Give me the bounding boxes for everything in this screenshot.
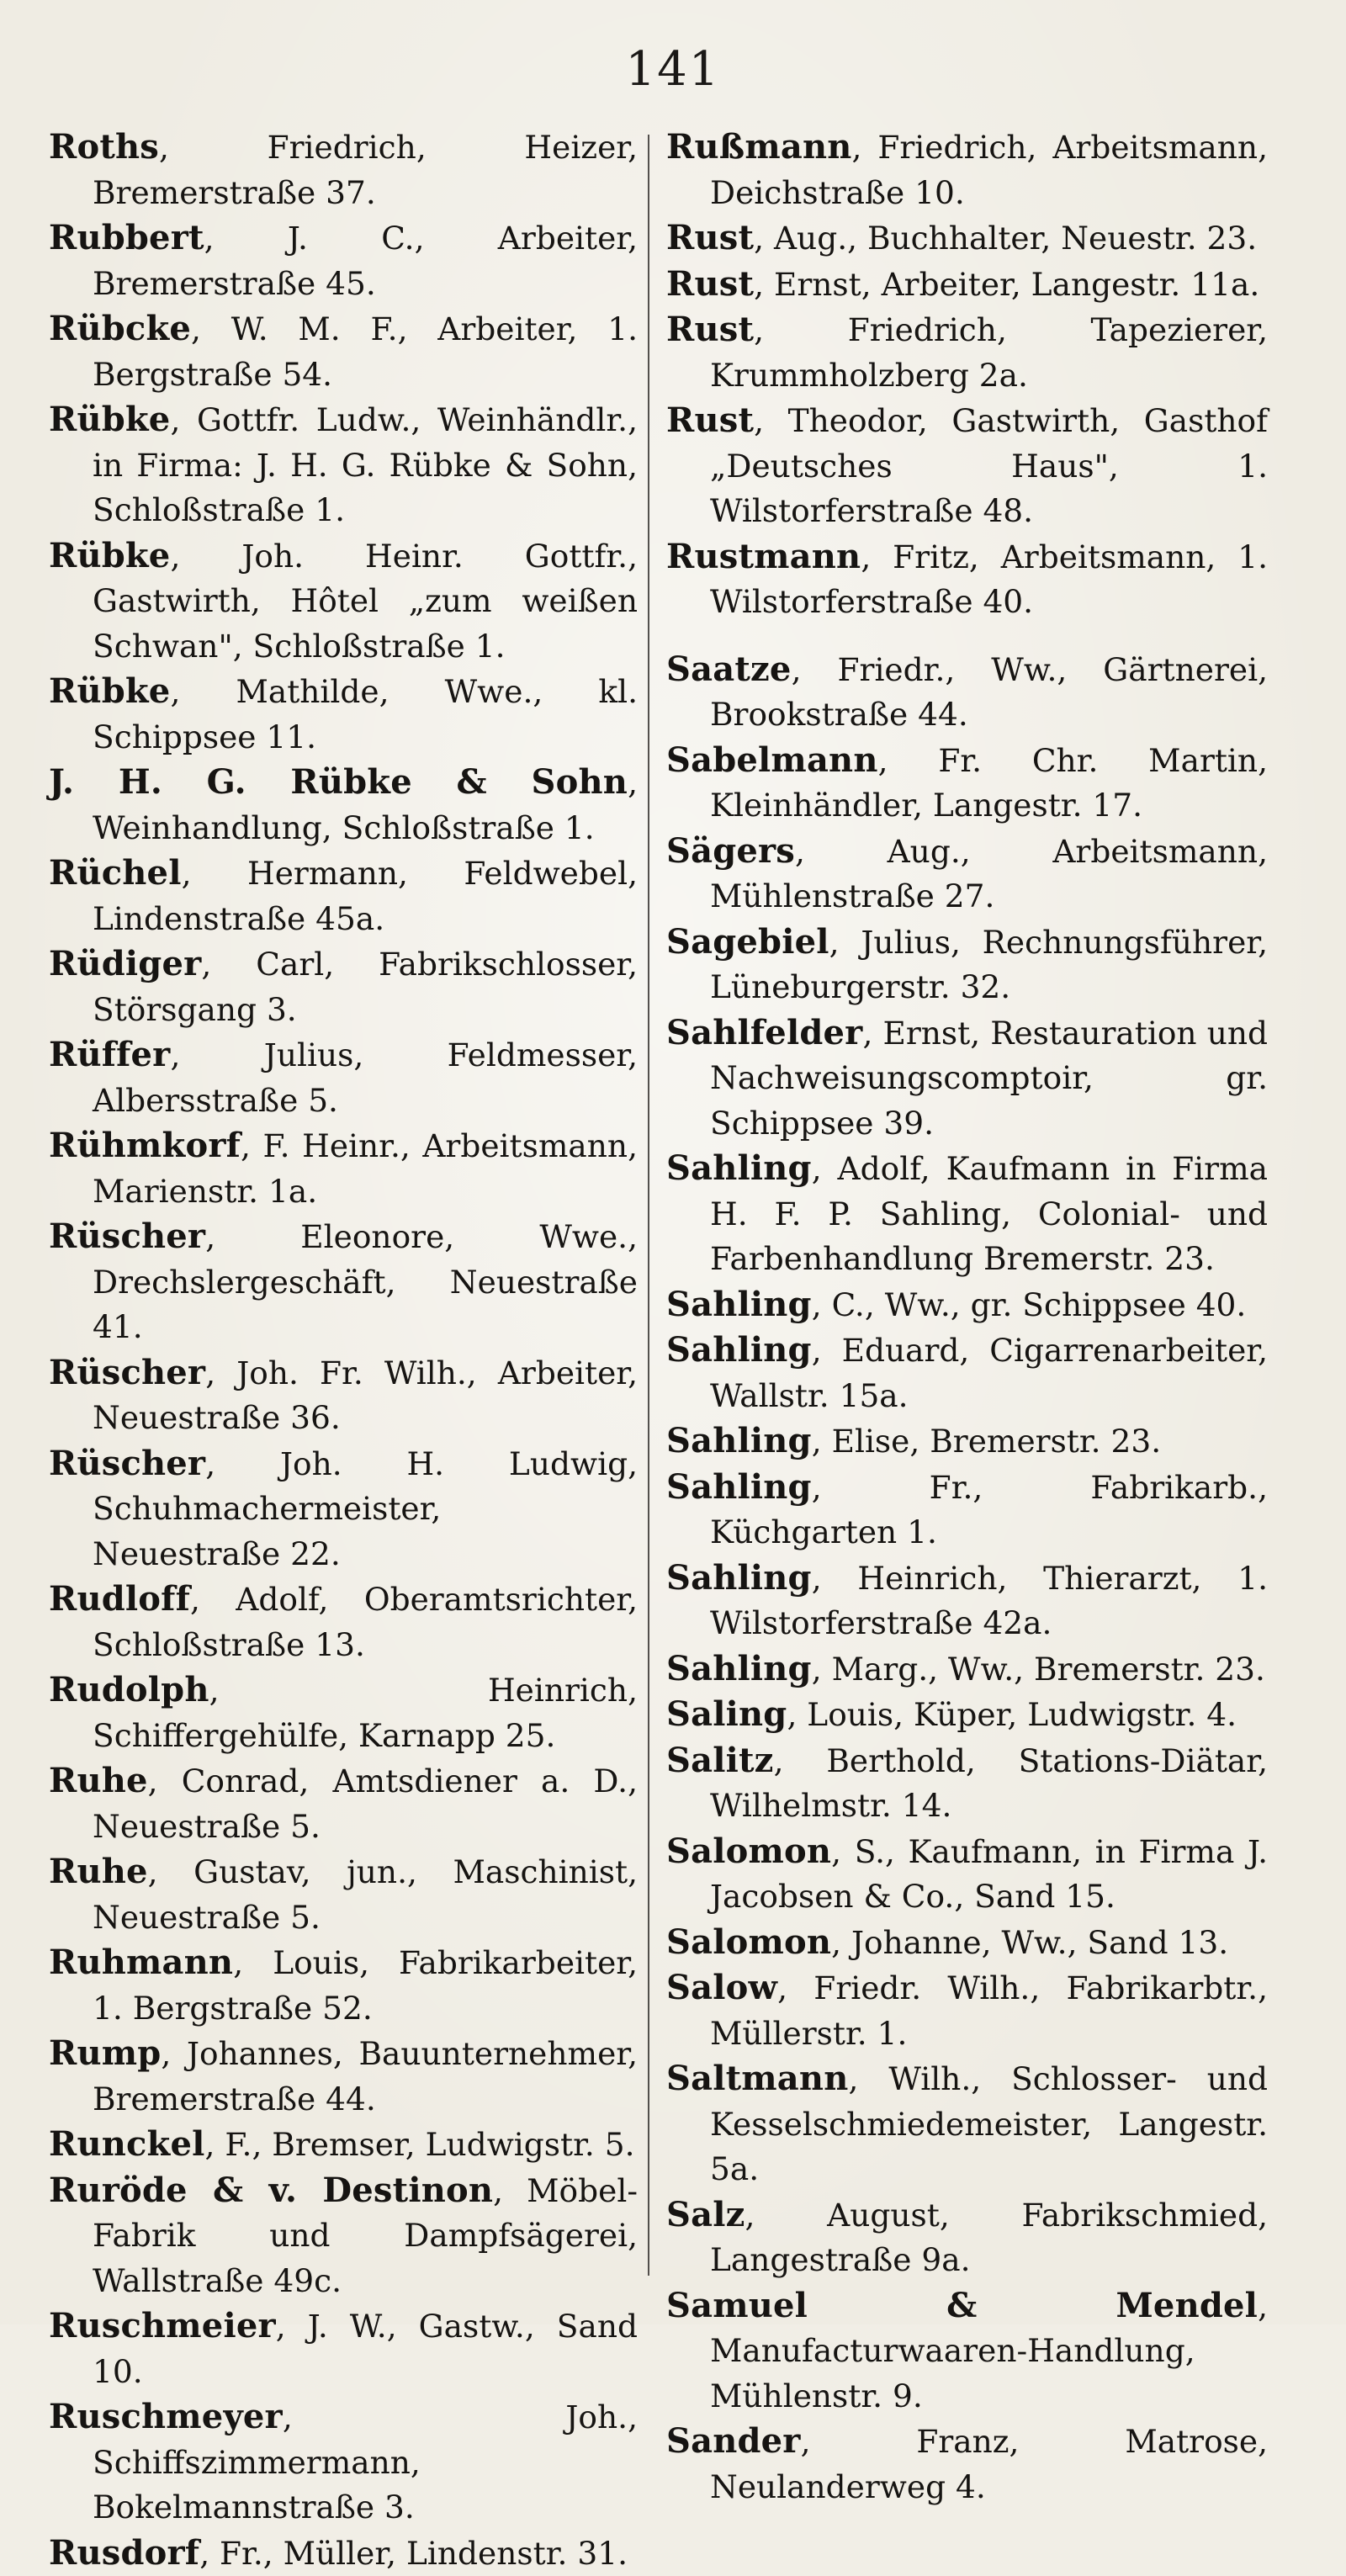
directory-entry [49,2168,638,2304]
directory-entry [666,1010,1268,1147]
entry-name: Samuel & Mendel [666,2286,1258,2325]
entry-details: , Fr. Chr. Martin, Kleinhändler, Langestr. 17. [710,742,1268,824]
entry-details: , Joh. H. Ludwig, Schuhmachermeister, Neuestraße 22. [93,1445,638,1572]
directory-entry [666,307,1268,398]
entry-details: , Fr., Müller, Lindenstr. 31. [199,2535,628,2572]
entry-name: Rüscher [49,1216,205,1256]
directory-entry [666,1282,1268,1328]
entry-name: Sägers [666,831,795,871]
entry-details: , Theodor, Gastwirth, Gasthof „Deutsches Haus", 1. Wilstorferstraße 48. [710,402,1268,529]
directory-entry [666,1965,1268,2056]
directory-entry [666,1920,1268,1966]
entry-details: , Ernst, Restauration und Nachweisungscomptoir, gr. Schippsee 39. [710,1015,1268,1142]
directory-entry [49,1667,638,1758]
directory-entry [49,1758,638,1849]
entry-name: Rust [666,264,754,304]
entry-details: , Carl, Fabrikschlosser, Störsgang 3. [93,946,638,1028]
directory-entry [49,1032,638,1123]
entry-details: , Möbel-Fabrik und Dampfsägerei, Wallstraße 49c. [93,2172,638,2299]
page-number: 141 [0,42,1346,97]
entry-details: , S., Kaufmann, in Firma J. Jacobsen & Co., Sand 15. [710,1833,1268,1916]
entry-name: Sahling [666,1148,812,1188]
entry-details: , Friedrich, Heizer, Bremerstraße 37. [93,129,638,211]
entry-name: Salow [666,1968,777,2007]
directory-entry [666,1465,1268,1556]
entry-details: , W. M. F., Arbeiter, 1. Bergstraße 54. [93,310,638,393]
entry-details: , Adolf, Oberamtsrichter, Schloßstraße 13. [93,1581,638,1663]
entry-name: Roths [49,127,159,167]
entry-details: , Julius, Feldmesser, Albersstraße 5. [93,1036,638,1119]
entry-name: Ruröde & v. Destinon [49,2171,493,2210]
directory-entry [666,1692,1268,1738]
column-divider [648,135,649,2276]
entry-name: Rustmann [666,537,861,576]
directory-entry [666,398,1268,534]
entry-name: Sahling [666,1421,812,1460]
entry-name: Rust [666,310,754,349]
directory-entry [49,215,638,306]
directory-entry [49,1849,638,1940]
entry-details: , Louis, Küper, Ludwigstr. 4. [787,1696,1237,1733]
directory-entry [49,1577,638,1667]
directory-entry [49,1123,638,1214]
entry-details: , Friedr., Ww., Gärtnerei, Brookstraße 44. [710,651,1268,734]
entry-name: Sahling [666,1330,812,1370]
entry-name: Rüdiger [49,944,201,983]
directory-entry [666,1328,1268,1418]
entry-details: , Johannes, Bauunternehmer, Bremerstraße 44. [93,2035,638,2118]
directory-entry [666,215,1268,262]
directory-entry [49,851,638,941]
entry-details: , Aug., Buchhalter, Neuestr. 23. [754,220,1257,257]
entry-name: Sahling [666,1285,812,1324]
entry-name: Saltmann [666,2059,848,2098]
entry-name: Rust [666,400,754,440]
directory-entry [666,2056,1268,2192]
directory-entry [666,534,1268,625]
entry-details: , Louis, Fabrikarbeiter, 1. Bergstraße 52. [93,1944,638,2027]
directory-entry [49,669,638,760]
entry-name: Rübke [49,671,170,711]
entry-name: Saatze [666,649,792,689]
entry-details: , Heinrich, Thierarzt, 1. Wilstorferstraße 42a. [710,1560,1268,1642]
entry-name: Rübcke [49,309,191,348]
directory-entry [666,738,1268,829]
entry-details: , Eleonore, Wwe., Drechslergeschäft, Neuestraße 41. [93,1218,638,1345]
directory-entry [49,2531,638,2576]
entry-details: , Franz, Matrose, Neulanderweg 4. [710,2423,1268,2505]
directory-entry [49,1940,638,2031]
entry-name: Rump [49,2033,161,2073]
directory-entry [666,1146,1268,1282]
right-column [666,125,1268,2510]
entry-name: Rubbert [49,218,204,257]
entry-name: Rüffer [49,1035,170,1074]
entry-details: , Conrad, Amtsdiener a. D., Neuestraße 5. [93,1762,638,1845]
entry-details: , Hermann, Feldwebel, Lindenstraße 45a. [93,855,638,937]
left-column [49,125,638,2576]
entry-name: Ruschmeyer [49,2397,283,2436]
entry-name: Sahling [666,1558,812,1598]
entry-details: , Fr., Fabrikarb., Küchgarten 1. [710,1469,1268,1551]
entry-details: , F., Bremser, Ludwigstr. 5. [205,2126,635,2163]
entry-details: , Fritz, Arbeitsmann, 1. Wilstorferstraße 40. [710,538,1268,621]
entry-details: , Berthold, Stations-Diätar, Wilhelmstr. 14. [710,1742,1268,1825]
entry-name: Rübke [49,536,170,575]
directory-entry [49,2122,638,2168]
directory-entry [666,920,1268,1010]
entry-name: Rüscher [49,1353,205,1392]
directory-entry [49,2031,638,2122]
entry-details: , Adolf, Kaufmann in Firma H. F. P. Sahling, Colonial- und Farbenhandlung Bremerstr. 23. [710,1150,1268,1277]
entry-name: Rust [666,218,754,257]
entry-name: Sahling [666,1649,812,1688]
entry-name: Sabelmann [666,740,878,780]
entry-details: , Friedrich, Tapezierer, Krummholzberg 2a. [710,311,1268,394]
directory-entry [666,1646,1268,1693]
directory-entry [49,2394,638,2531]
entry-name: Ruhmann [49,1943,233,1982]
entry-details: , Heinrich, Schiffergehülfe, Karnapp 25. [93,1672,638,1754]
entry-name: Sagebiel [666,922,829,962]
entry-name: Rüchel [49,853,182,893]
directory-entry [666,2419,1268,2510]
entry-details: , F. Heinr., Arbeitsmann, Marienstr. 1a. [93,1127,638,1210]
entry-name: Sahlfelder [666,1013,862,1052]
directory-entry [49,760,638,851]
entry-details: , Aug., Arbeitsmann, Mühlenstraße 27. [710,833,1268,915]
entry-details: , Joh., Schiffszimmermann, Bokelmannstraße 3. [93,2398,638,2526]
entry-details: , Joh. Heinr. Gottfr., Gastwirth, Hôtel „zum weißen Schwan", Schloßstraße 1. [93,538,638,665]
entry-details: , Johanne, Ww., Sand 13. [831,1924,1228,1961]
entry-details: , J. W., Gastw., Sand 10. [93,2308,638,2390]
directory-entry [49,397,638,533]
directory-entry [49,533,638,670]
entry-name: Rühmkorf [49,1126,241,1165]
directory-entry [49,2303,638,2394]
entry-name: Ruschmeier [49,2306,276,2345]
directory-entry [49,941,638,1032]
directory-entry [666,1418,1268,1465]
entry-name: Salz [666,2195,745,2234]
entry-name: Sander [666,2421,801,2461]
entry-name: Rusdorf [49,2533,199,2573]
directory-entry [666,125,1268,215]
directory-entry [666,1829,1268,1920]
directory-entry [666,647,1268,738]
entry-details: , Mathilde, Wwe., kl. Schippsee 11. [93,673,638,755]
entry-details: , C., Ww., gr. Schippsee 40. [812,1286,1247,1323]
directory-entry [666,2283,1268,2420]
entry-details: , Gottfr. Ludw., Weinhändlr., in Firma: J. H. G. Rübke & Sohn, Schloßstraße 1. [93,401,638,528]
entry-details: , August, Fabrikschmied, Langestraße 9a. [710,2197,1268,2279]
directory-entry [666,262,1268,308]
entry-name: Rudolph [49,1670,209,1709]
entry-details: , Wilh., Schlosser- und Kesselschmiedemeister, Langestr. 5a. [710,2060,1268,2187]
entry-details: , Friedrich, Arbeitsmann, Deichstraße 10. [710,129,1268,211]
entry-name: Salomon [666,1831,831,1871]
entry-name: Saling [666,1694,787,1734]
directory-entry [666,829,1268,920]
directory-entry [49,1441,638,1577]
entry-name: Ruhe [49,1761,148,1800]
directory-entry [666,1556,1268,1646]
entry-name: Salitz [666,1741,774,1780]
entry-name: Rußmann [666,127,852,167]
entry-name: Sahling [666,1467,812,1507]
entry-name: Rudloff [49,1579,190,1619]
entry-details: , J. C., Arbeiter, Bremerstraße 45. [93,220,638,302]
directory-entry [49,1214,638,1350]
directory-entry [49,125,638,215]
entry-name: Rübke [49,400,170,439]
entry-name: Salomon [666,1922,831,1962]
entry-name: Runckel [49,2124,205,2164]
entry-details: , Julius, Rechnungsführer, Lüneburgerstr. 32. [710,924,1268,1006]
entry-details: , Gustav, jun., Maschinist, Neuestraße 5. [93,1853,638,1936]
directory-entry [666,1738,1268,1829]
entry-details: , Marg., Ww., Bremerstr. 23. [812,1651,1265,1688]
entry-details: , Manufacturwaaren-Handlung, Mühlenstr. 9. [710,2287,1268,2414]
directory-entry [49,1350,638,1441]
entry-name: J. H. G. Rübke & Sohn [49,762,628,802]
entry-details: , Joh. Fr. Wilh., Arbeiter, Neuestraße 36. [93,1354,638,1437]
entry-details: , Eduard, Cigarrenarbeiter, Wallstr. 15a. [710,1332,1268,1414]
entry-details: , Friedr. Wilh., Fabrikarbtr., Müllerstr. 1. [710,1969,1268,2052]
entry-details: , Elise, Bremerstr. 23. [812,1423,1161,1460]
entry-details: , Ernst, Arbeiter, Langestr. 11a. [754,266,1259,303]
directory-entry [49,306,638,397]
entry-name: Rüscher [49,1444,205,1483]
entry-name: Ruhe [49,1852,148,1891]
directory-entry [666,2192,1268,2283]
entry-details: , Weinhandlung, Schloßstraße 1. [93,764,638,846]
